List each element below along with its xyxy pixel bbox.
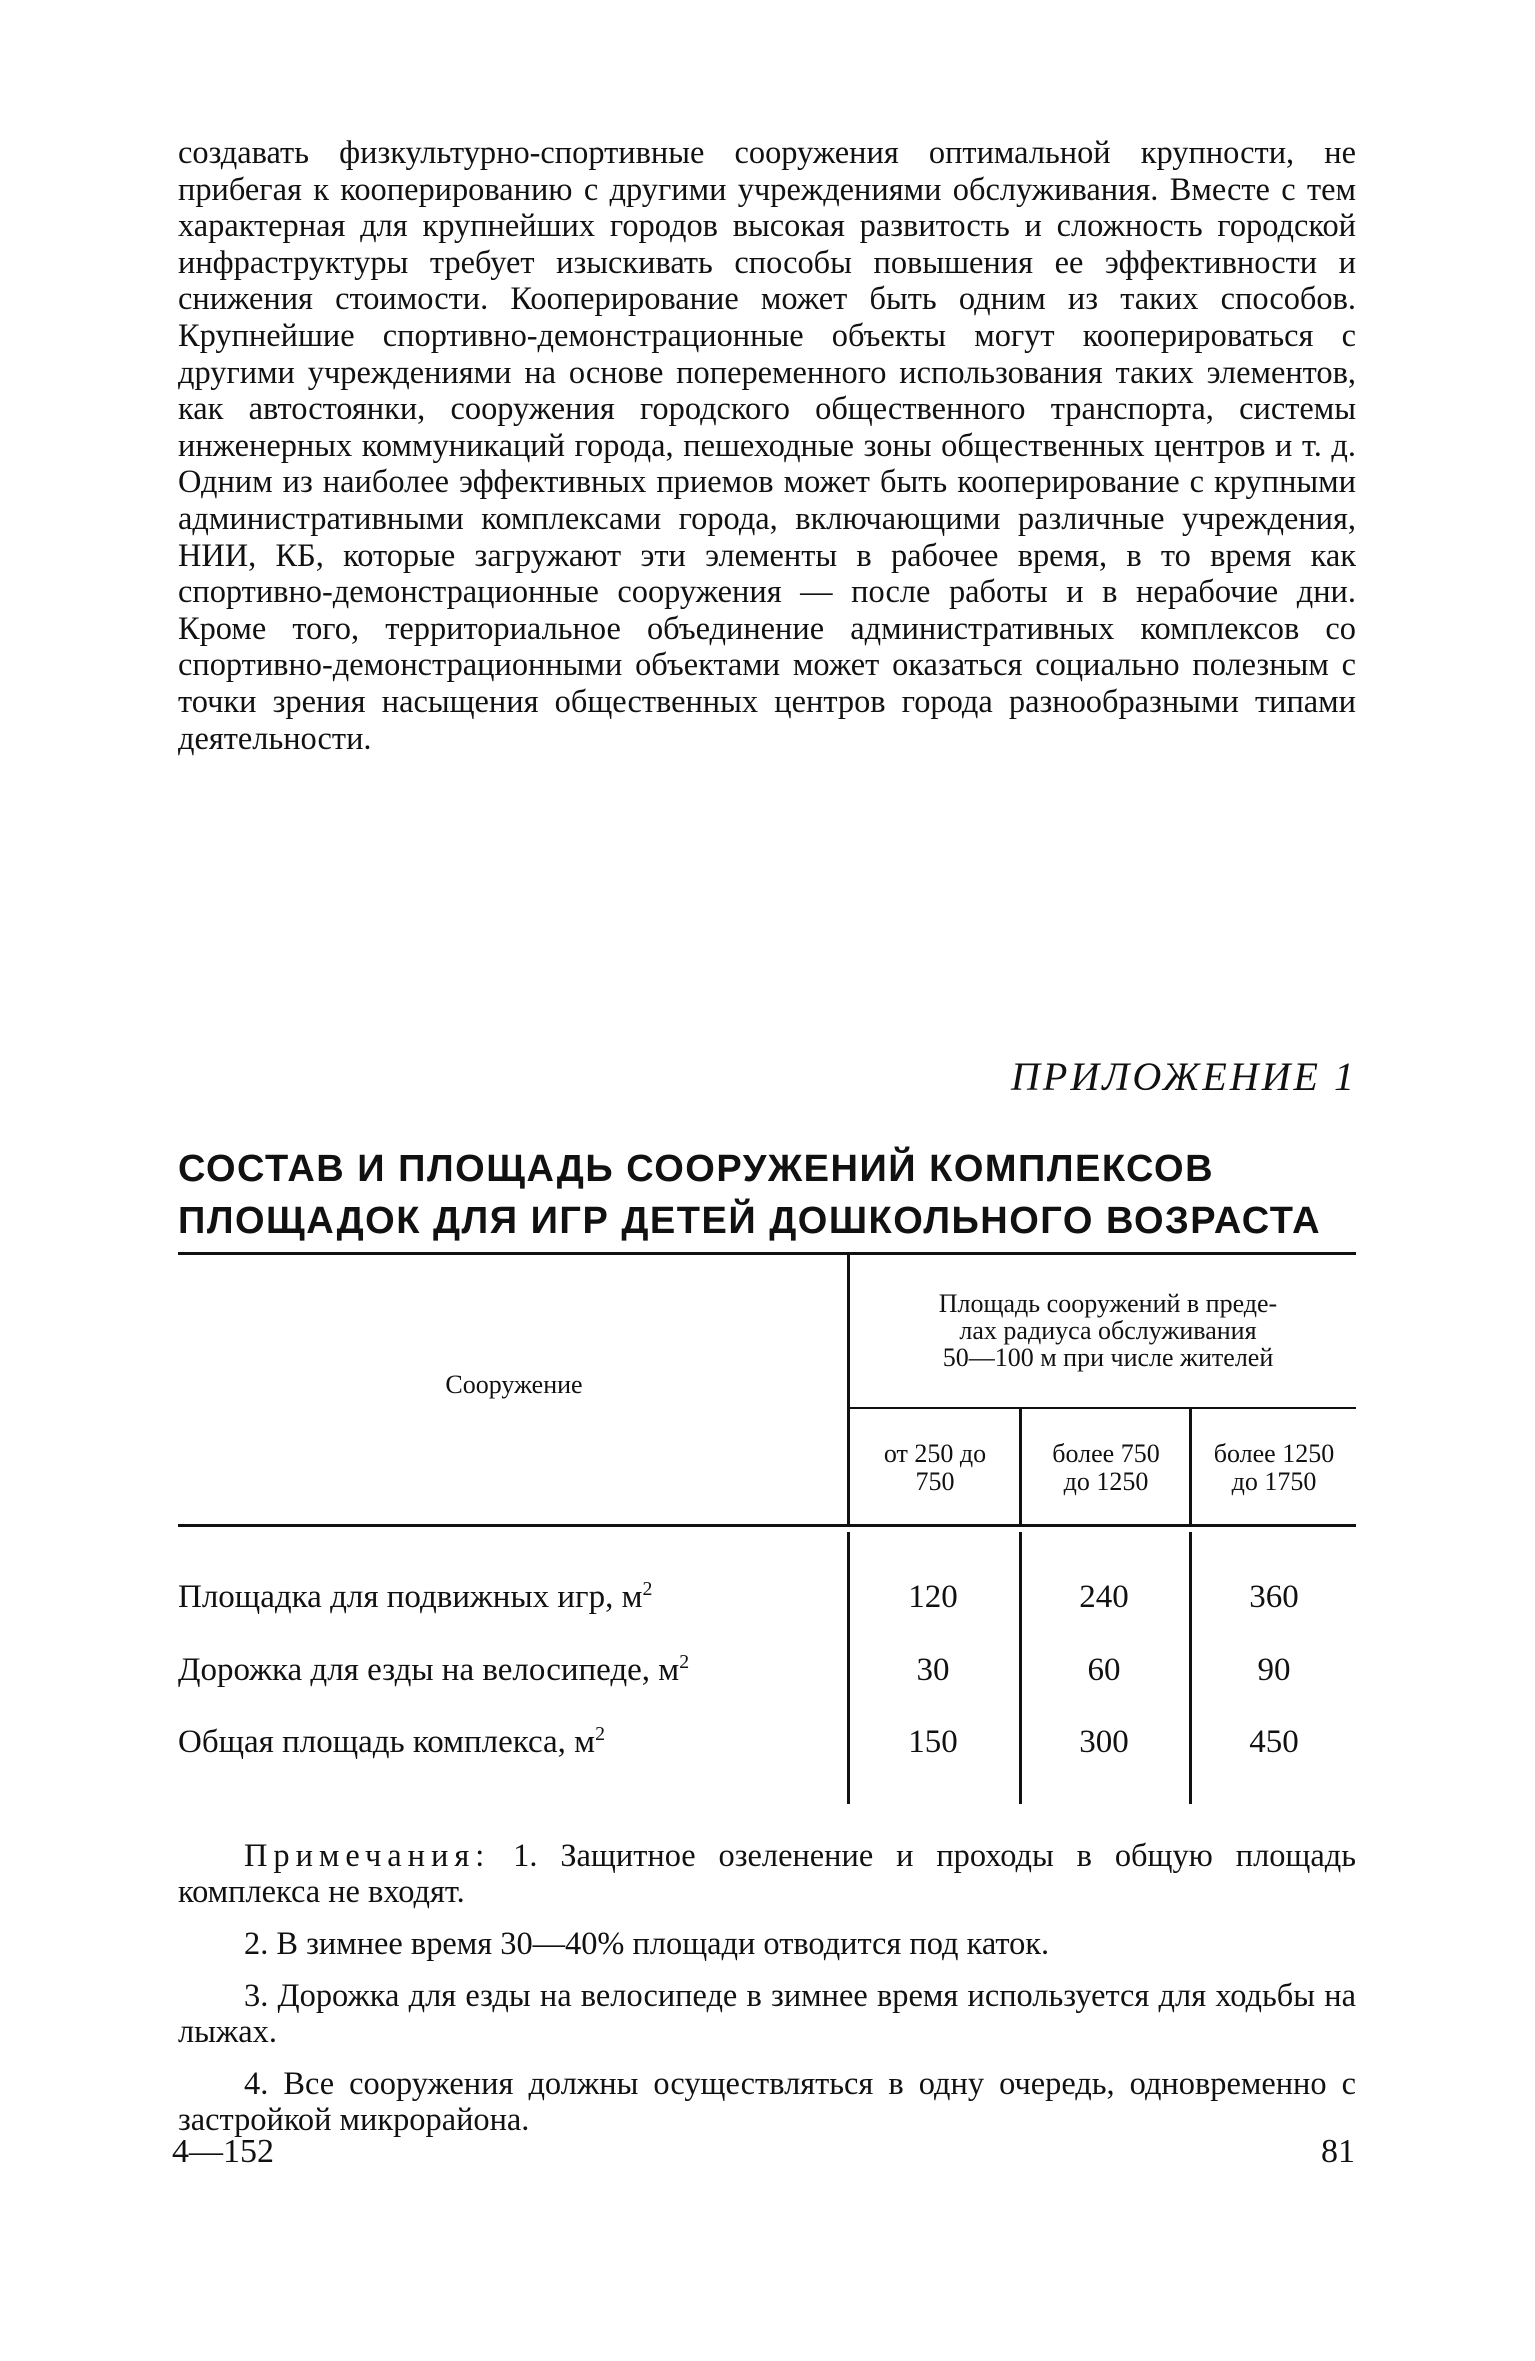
title-line-1: СОСТАВ И ПЛОЩАДЬ СООРУЖЕНИЙ КОМПЛЕКСОВ [178, 1148, 1215, 1190]
sub-header-3 [1192, 1440, 1356, 1496]
data-table [178, 1252, 1356, 1802]
column-header-structure: Сооружение [445, 1370, 583, 1399]
signature-mark: 4—152 [172, 2133, 274, 2170]
table-cell: 450 [1249, 1724, 1299, 1760]
title-line-2: ПЛОЩАДОК ДЛЯ ИГР ДЕТЕЙ ДОШКОЛЬНОГО ВОЗРАСТА [178, 1200, 1322, 1242]
table-row-label: Площадка для подвижных игр, $м^2$ [178, 1578, 653, 1615]
group-header-line-3: 50—100 м при числе жителей [942, 1343, 1274, 1372]
body-paragraph: создавать физкультурно-спортивные сооружения оптимальной крупности, не прибегая к кооперированию с другими учреждениями обслуживания. Вместе с тем характерная для крупнейших городов высокая развитость и сложность городской инфраструктуры требует изыскивать способы повышения ее эффективности и снижения стоимости. Кооперирование может быть одним из таких способов. Крупнейшие спортивно-демонстрационные объекты могут кооперироваться с другими учреждениями на основе попеременного использования таких элементов, как автостоянки, сооружения городского общественного транспорта, системы инженерных коммуникаций города, пешеходные зоны общественных центров и т. д. Одним из наиболее эффективных приемов может быть кооперирование с крупными административными комплексами города, включающими различные учреждения, НИИ, КБ, которые загружают эти элементы в рабочее время, в то время как спортивно-демонстрационные сооружения — после работы и в нерабочие дни. Кроме того, территориальное объединение административных комплексов со спортивно-демонстрационными объектами может оказаться социально полезным с точки зрения насыщения общественных центров города разнообразными типами деятельности. [178, 135, 1356, 757]
table-title [178, 1143, 1358, 1247]
page-number: 81 [1321, 2133, 1355, 2170]
table-top-rule [178, 1252, 1356, 1255]
table-cell: 360 [1249, 1579, 1299, 1615]
table-cell: 300 [1079, 1724, 1129, 1760]
sub-header-2 [1022, 1440, 1190, 1496]
table-cell: 240 [1079, 1579, 1129, 1615]
note-2: 2. В зимнее время 30—40% площади отводится под каток. [244, 1926, 1050, 1962]
note-1-text: 1. Защитное озеленение и проходы в общую площадь комплекса не входят. [178, 1838, 1356, 1910]
table-cell: 150 [908, 1724, 958, 1760]
note-3: 3. Дорожка для езды на велосипеде в зимнее время используется для ходьбы на лыжах. [178, 1978, 1356, 2050]
header-sub-rule [850, 1407, 1356, 1409]
notes-lead: Примечания: [244, 1838, 491, 1874]
sub-header-1-line-2: 750 [915, 1467, 955, 1496]
table-row-label: Дорожка для езды на велосипеде, $м^2$ [178, 1651, 690, 1688]
table-cell: 30 [916, 1652, 950, 1688]
appendix-label: ПРИЛОЖЕНИЕ 1 [1011, 1054, 1357, 1099]
table-cell: 90 [1257, 1652, 1291, 1688]
table-row-label: Общая площадь комплекса, $м^2$ [178, 1723, 605, 1760]
note-1 [178, 1838, 1356, 1910]
table-cell: 60 [1087, 1652, 1121, 1688]
table-notes [178, 1838, 1356, 2154]
body-divider-1 [847, 1532, 850, 1804]
table-cell: 120 [908, 1579, 958, 1615]
body-divider-2 [1019, 1532, 1022, 1804]
sub-header-1 [850, 1440, 1020, 1496]
note-4: 4. Все сооружения должны осуществляться в одну очередь, одновременно с застройкой микрорайона. [178, 2066, 1356, 2138]
sub-header-3-line-1: более 1250 [1213, 1439, 1335, 1468]
column-group-header [868, 1290, 1348, 1371]
sub-header-3-line-2: до 1750 [1231, 1467, 1317, 1496]
header-bottom-rule [178, 1524, 1356, 1527]
sub-header-2-line-1: более 750 [1052, 1439, 1160, 1468]
group-header-line-2: лах радиуса обслуживания [959, 1316, 1257, 1345]
group-header-line-1: Площадь сооружений в преде- [938, 1289, 1278, 1318]
sub-header-2-line-2: до 1250 [1063, 1467, 1149, 1496]
body-divider-3 [1189, 1532, 1192, 1804]
sub-header-1-line-1: от 250 до [883, 1439, 987, 1468]
